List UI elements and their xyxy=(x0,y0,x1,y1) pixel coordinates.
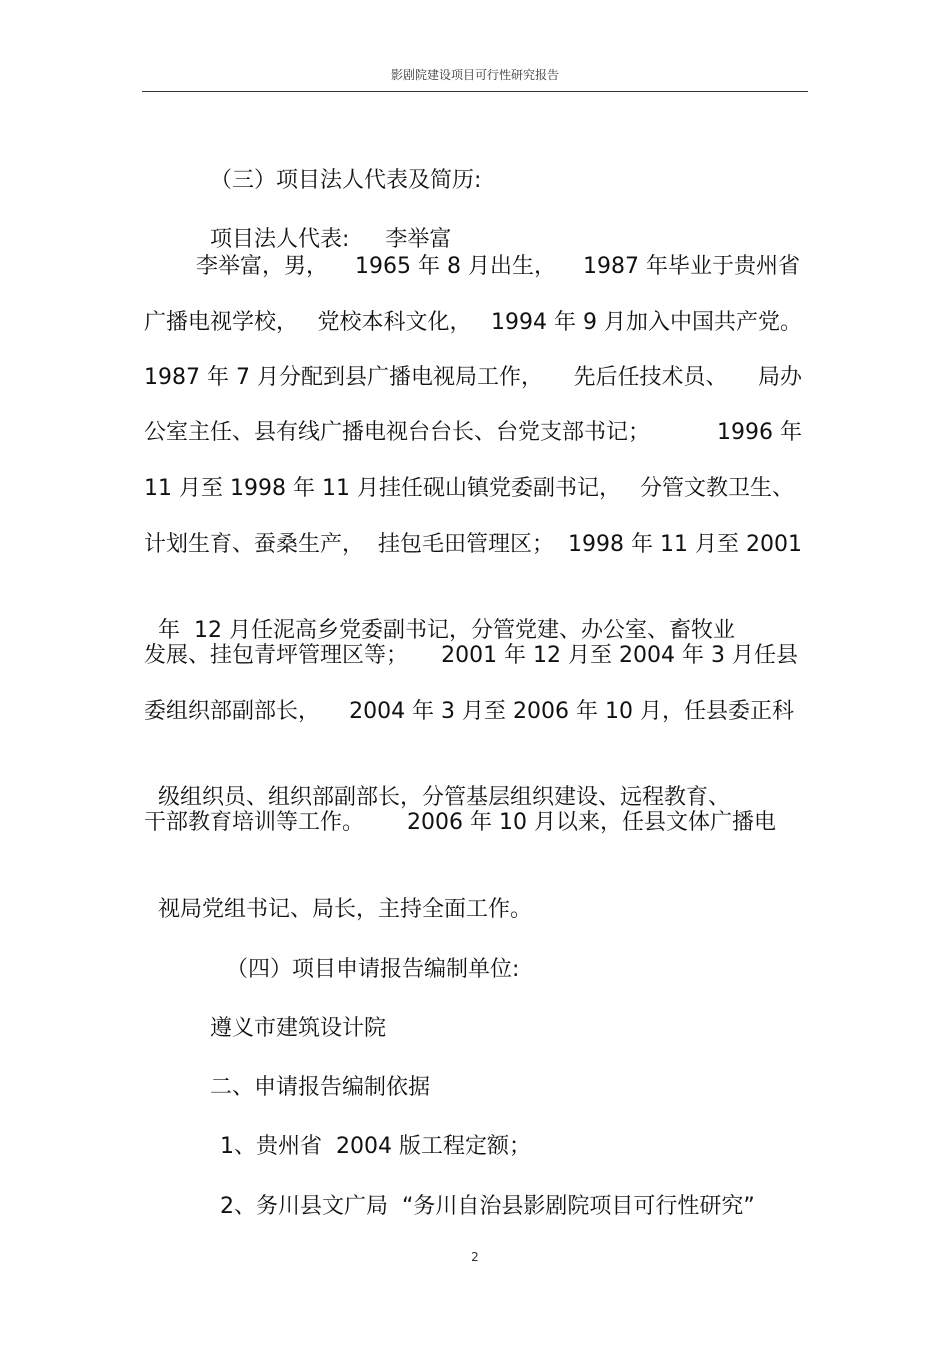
running-header-title: 影剧院建设项目可行性研究报告 xyxy=(390,68,559,82)
bio-line-3: 1987 年 7 月分配到县广播电视局工作， 先后任技术员、 局办 xyxy=(144,365,802,390)
running-header xyxy=(142,62,808,92)
basis-item-1: 1、贵州省 2004 版工程定额； xyxy=(220,1134,531,1159)
bio-line-6: 计划生育、蚕桑生产， 挂包毛田管理区； 1998 年 11 月至 2001 xyxy=(144,532,802,557)
basis-item-2: 2、务川县文广局 “务川自治县影剧院项目可行性研究” xyxy=(220,1194,755,1219)
section-heading-basis: 二、申请报告编制依据 xyxy=(210,1075,431,1100)
bio-line-10: 级组织员、组织部副部长，分管基层组织建设、远程教育、 xyxy=(158,785,731,810)
compiling-unit: 遵义市建筑设计院 xyxy=(210,1016,387,1041)
section-heading-4: （四）项目申请报告编制单位: xyxy=(226,957,520,982)
bio-line-12: 视局党组书记、局长，主持全面工作。 xyxy=(158,897,533,922)
section-heading-3: （三）项目法人代表及简历: xyxy=(210,168,482,193)
bio-line-7: 年 12 月任泥高乡党委副书记，分管党建、办公室、畜牧业 xyxy=(158,618,735,643)
representative-line: 项目法人代表: 李举富 xyxy=(210,227,452,252)
bio-line-9: 委组织部副部长， 2004 年 3 月至 2006 年 10 月，任县委正科 xyxy=(144,699,794,724)
page-number: 2 xyxy=(471,1250,479,1264)
bio-line-8: 发展、挂包青坪管理区等； 2001 年 12 月至 2004 年 3 月任县 xyxy=(144,643,798,668)
bio-line-2: 广播电视学校， 党校本科文化， 1994 年 9 月加入中国共产党。 xyxy=(144,310,802,335)
bio-line-5: 11 月至 1998 年 11 月挂任砚山镇党委副书记， 分管文教卫生、 xyxy=(144,476,794,501)
representative-name: 李举富 xyxy=(385,227,452,252)
bio-line-4: 公室主任、县有线广播电视台台长、台党支部书记； 1996 年 xyxy=(144,420,802,445)
bio-line-1: 李举富，男， 1965 年 8 月出生， 1987 年毕业于贵州省 xyxy=(196,254,800,279)
bio-line-11: 干部教育培训等工作。 2006 年 10 月以来，任县文体广播电 xyxy=(144,810,776,835)
